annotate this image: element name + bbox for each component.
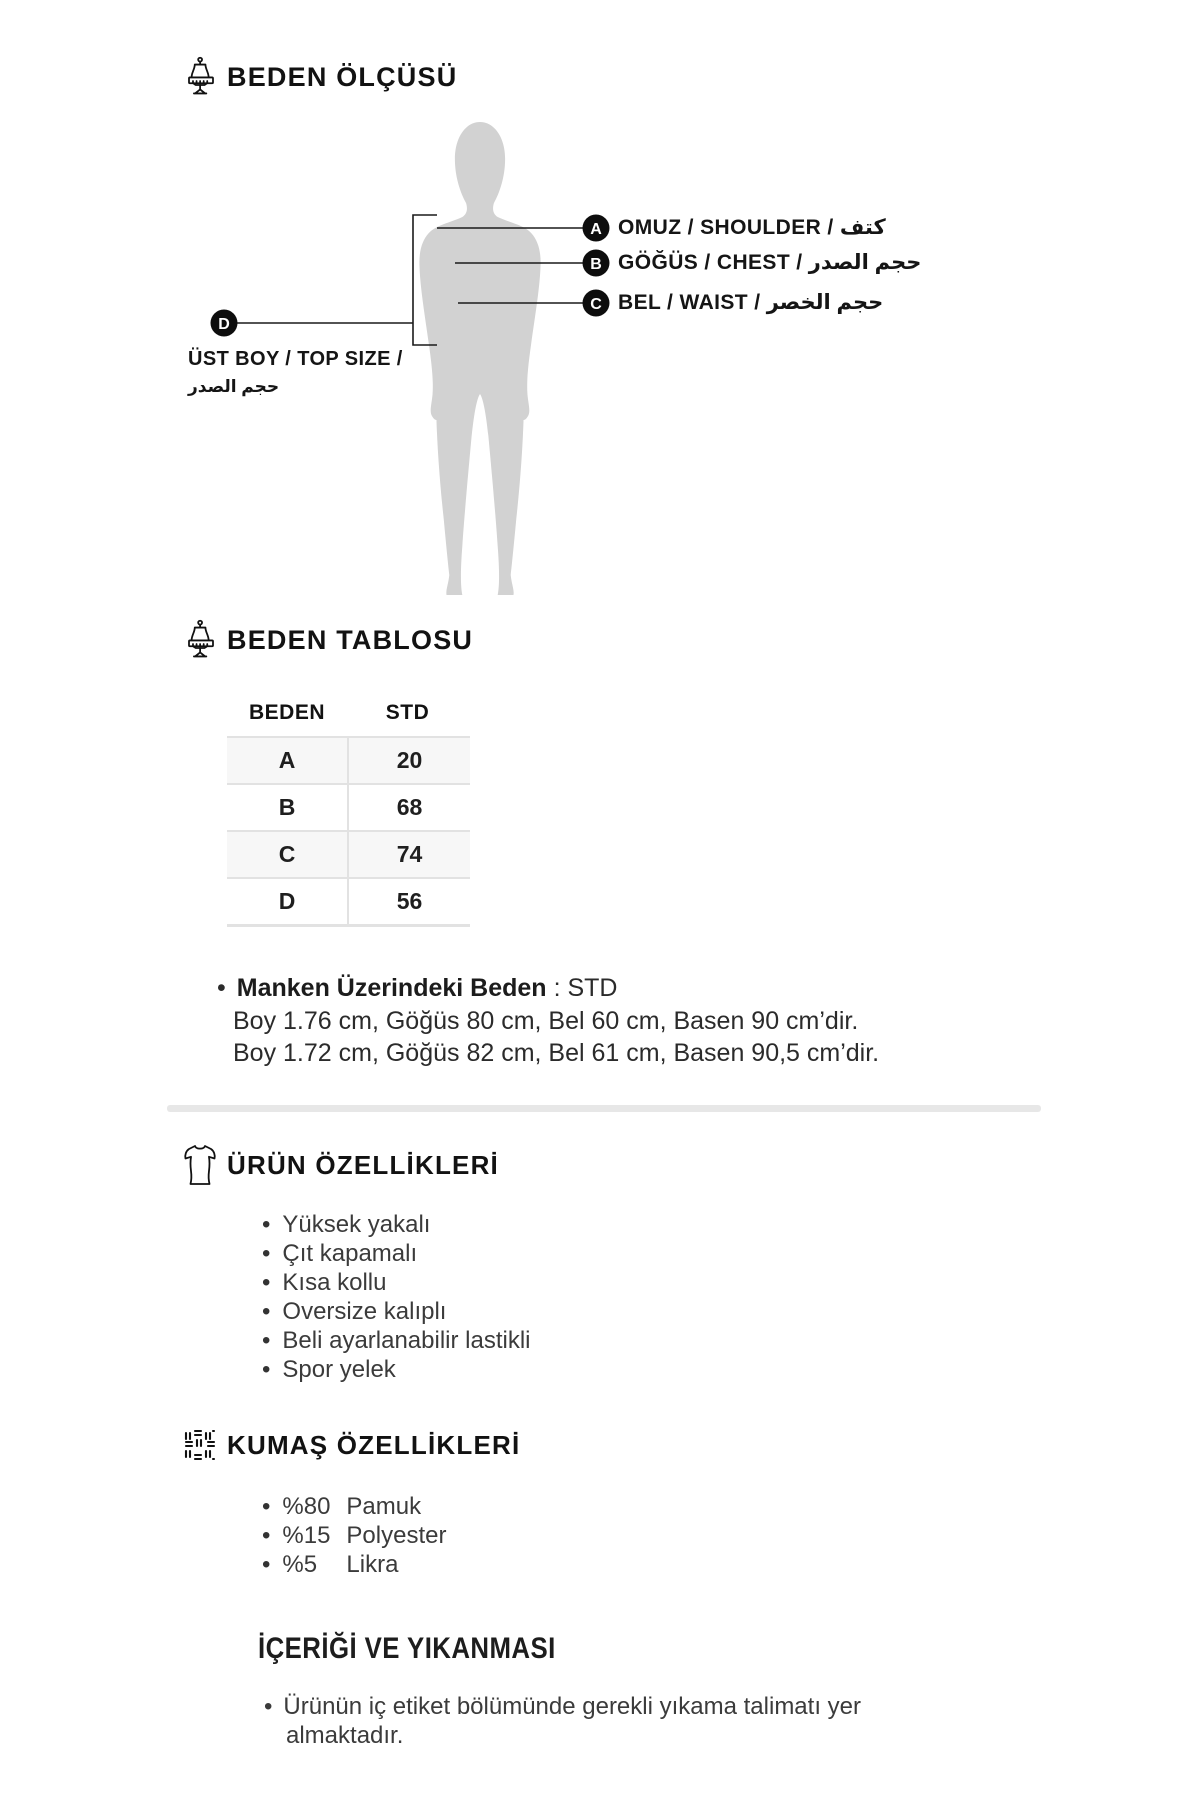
fabric-item xyxy=(262,1492,446,1521)
feature-item: • Yüksek yakalı xyxy=(262,1210,531,1239)
column-header-beden: BEDEN xyxy=(248,701,325,724)
feature-item: • Kısa kollu xyxy=(262,1268,531,1297)
top-size-bracket xyxy=(413,215,437,345)
care-instructions xyxy=(264,1692,964,1750)
row-key: A xyxy=(278,747,296,773)
column-header-std: STD xyxy=(385,701,430,724)
label-top-size-line2: حجم الصدر xyxy=(188,377,280,396)
dress-form-icon xyxy=(185,618,217,662)
size-table-title: BEDEN TABLOSU xyxy=(227,624,474,655)
row-key: B xyxy=(278,794,296,820)
size-table xyxy=(227,690,470,927)
fabric-features-list xyxy=(262,1492,446,1579)
mannequin-size-line xyxy=(217,972,977,1005)
product-features-list xyxy=(262,1210,531,1384)
row-value: 74 xyxy=(347,832,470,877)
label-waist: BEL / WAIST / حجم الخصر xyxy=(618,291,884,314)
row-value: 68 xyxy=(347,785,470,830)
row-key: C xyxy=(278,841,296,867)
table-row xyxy=(227,877,470,927)
row-value: 56 xyxy=(347,879,470,924)
label-shoulder: OMUZ / SHOULDER / كتف xyxy=(618,216,886,239)
label-top-size xyxy=(188,348,403,397)
product-features-title: ÜRÜN ÖZELLİKLERİ xyxy=(227,1149,499,1180)
fabric-features-heading xyxy=(183,1428,520,1462)
table-row xyxy=(227,736,470,783)
row-key: D xyxy=(278,888,296,914)
fabric-name: Pamuk xyxy=(346,1493,422,1520)
row-value: 20 xyxy=(347,738,470,783)
badge-c-letter: C xyxy=(590,296,602,313)
tshirt-icon xyxy=(183,1142,217,1188)
size-measure-title: BEDEN ÖLÇÜSÜ xyxy=(227,61,458,92)
body-measure-diagram xyxy=(0,110,1200,610)
size-table-heading xyxy=(185,618,473,662)
badge-d-letter: D xyxy=(218,316,230,333)
label-chest: GÖĞÜS / CHEST / حجم الصدر xyxy=(618,251,922,274)
fabric-weave-icon xyxy=(183,1428,217,1462)
size-table-header xyxy=(227,690,470,736)
measure-badges xyxy=(211,215,610,337)
fabric-percent: %5 xyxy=(282,1551,318,1578)
mannequin-measure-line: Boy 1.72 cm, Göğüs 82 cm, Bel 61 cm, Basen 90,5 cm’dir. xyxy=(233,1039,880,1067)
section-divider xyxy=(167,1105,1041,1112)
mannequin-measure-line: Boy 1.76 cm, Göğüs 80 cm, Bel 60 cm, Basen 90 cm’dir. xyxy=(233,1006,859,1035)
fabric-item xyxy=(262,1521,446,1550)
care-line: almaktadır. xyxy=(286,1722,404,1749)
care-title: İÇERİĞİ VE YIKANMASI xyxy=(258,1632,556,1665)
label-top-size-line1: ÜST BOY / TOP SIZE / xyxy=(188,348,403,370)
table-row xyxy=(227,830,470,877)
feature-item: • Çıt kapamalı xyxy=(262,1239,531,1268)
measure-lines-overlay xyxy=(0,110,1200,610)
fabric-percent: %15 xyxy=(282,1522,331,1549)
fabric-features-title: KUMAŞ ÖZELLİKLERİ xyxy=(227,1429,521,1460)
feature-item: • Beli ayarlanabilir lastikli xyxy=(262,1326,531,1355)
feature-item: • Spor yelek xyxy=(262,1355,531,1384)
mannequin-size-label: Manken Üzerindeki Beden xyxy=(236,974,547,1002)
fabric-item xyxy=(262,1550,446,1579)
care-line: • Ürünün iç etiket bölümünde gerekli yıkama talimatı yer xyxy=(264,1692,964,1721)
size-measure-heading xyxy=(185,55,457,99)
mannequin-info xyxy=(217,972,977,1070)
table-row xyxy=(227,783,470,830)
fabric-name: Likra xyxy=(346,1551,399,1578)
dress-form-icon xyxy=(185,55,217,99)
product-features-heading xyxy=(183,1142,499,1188)
feature-item: • Oversize kalıplı xyxy=(262,1297,531,1326)
mannequin-size-value: : STD xyxy=(553,974,618,1002)
badge-a-letter: A xyxy=(590,221,602,238)
fabric-percent: %80 xyxy=(282,1493,331,1520)
fabric-name: Polyester xyxy=(346,1522,447,1549)
badge-b-letter: B xyxy=(590,256,602,273)
